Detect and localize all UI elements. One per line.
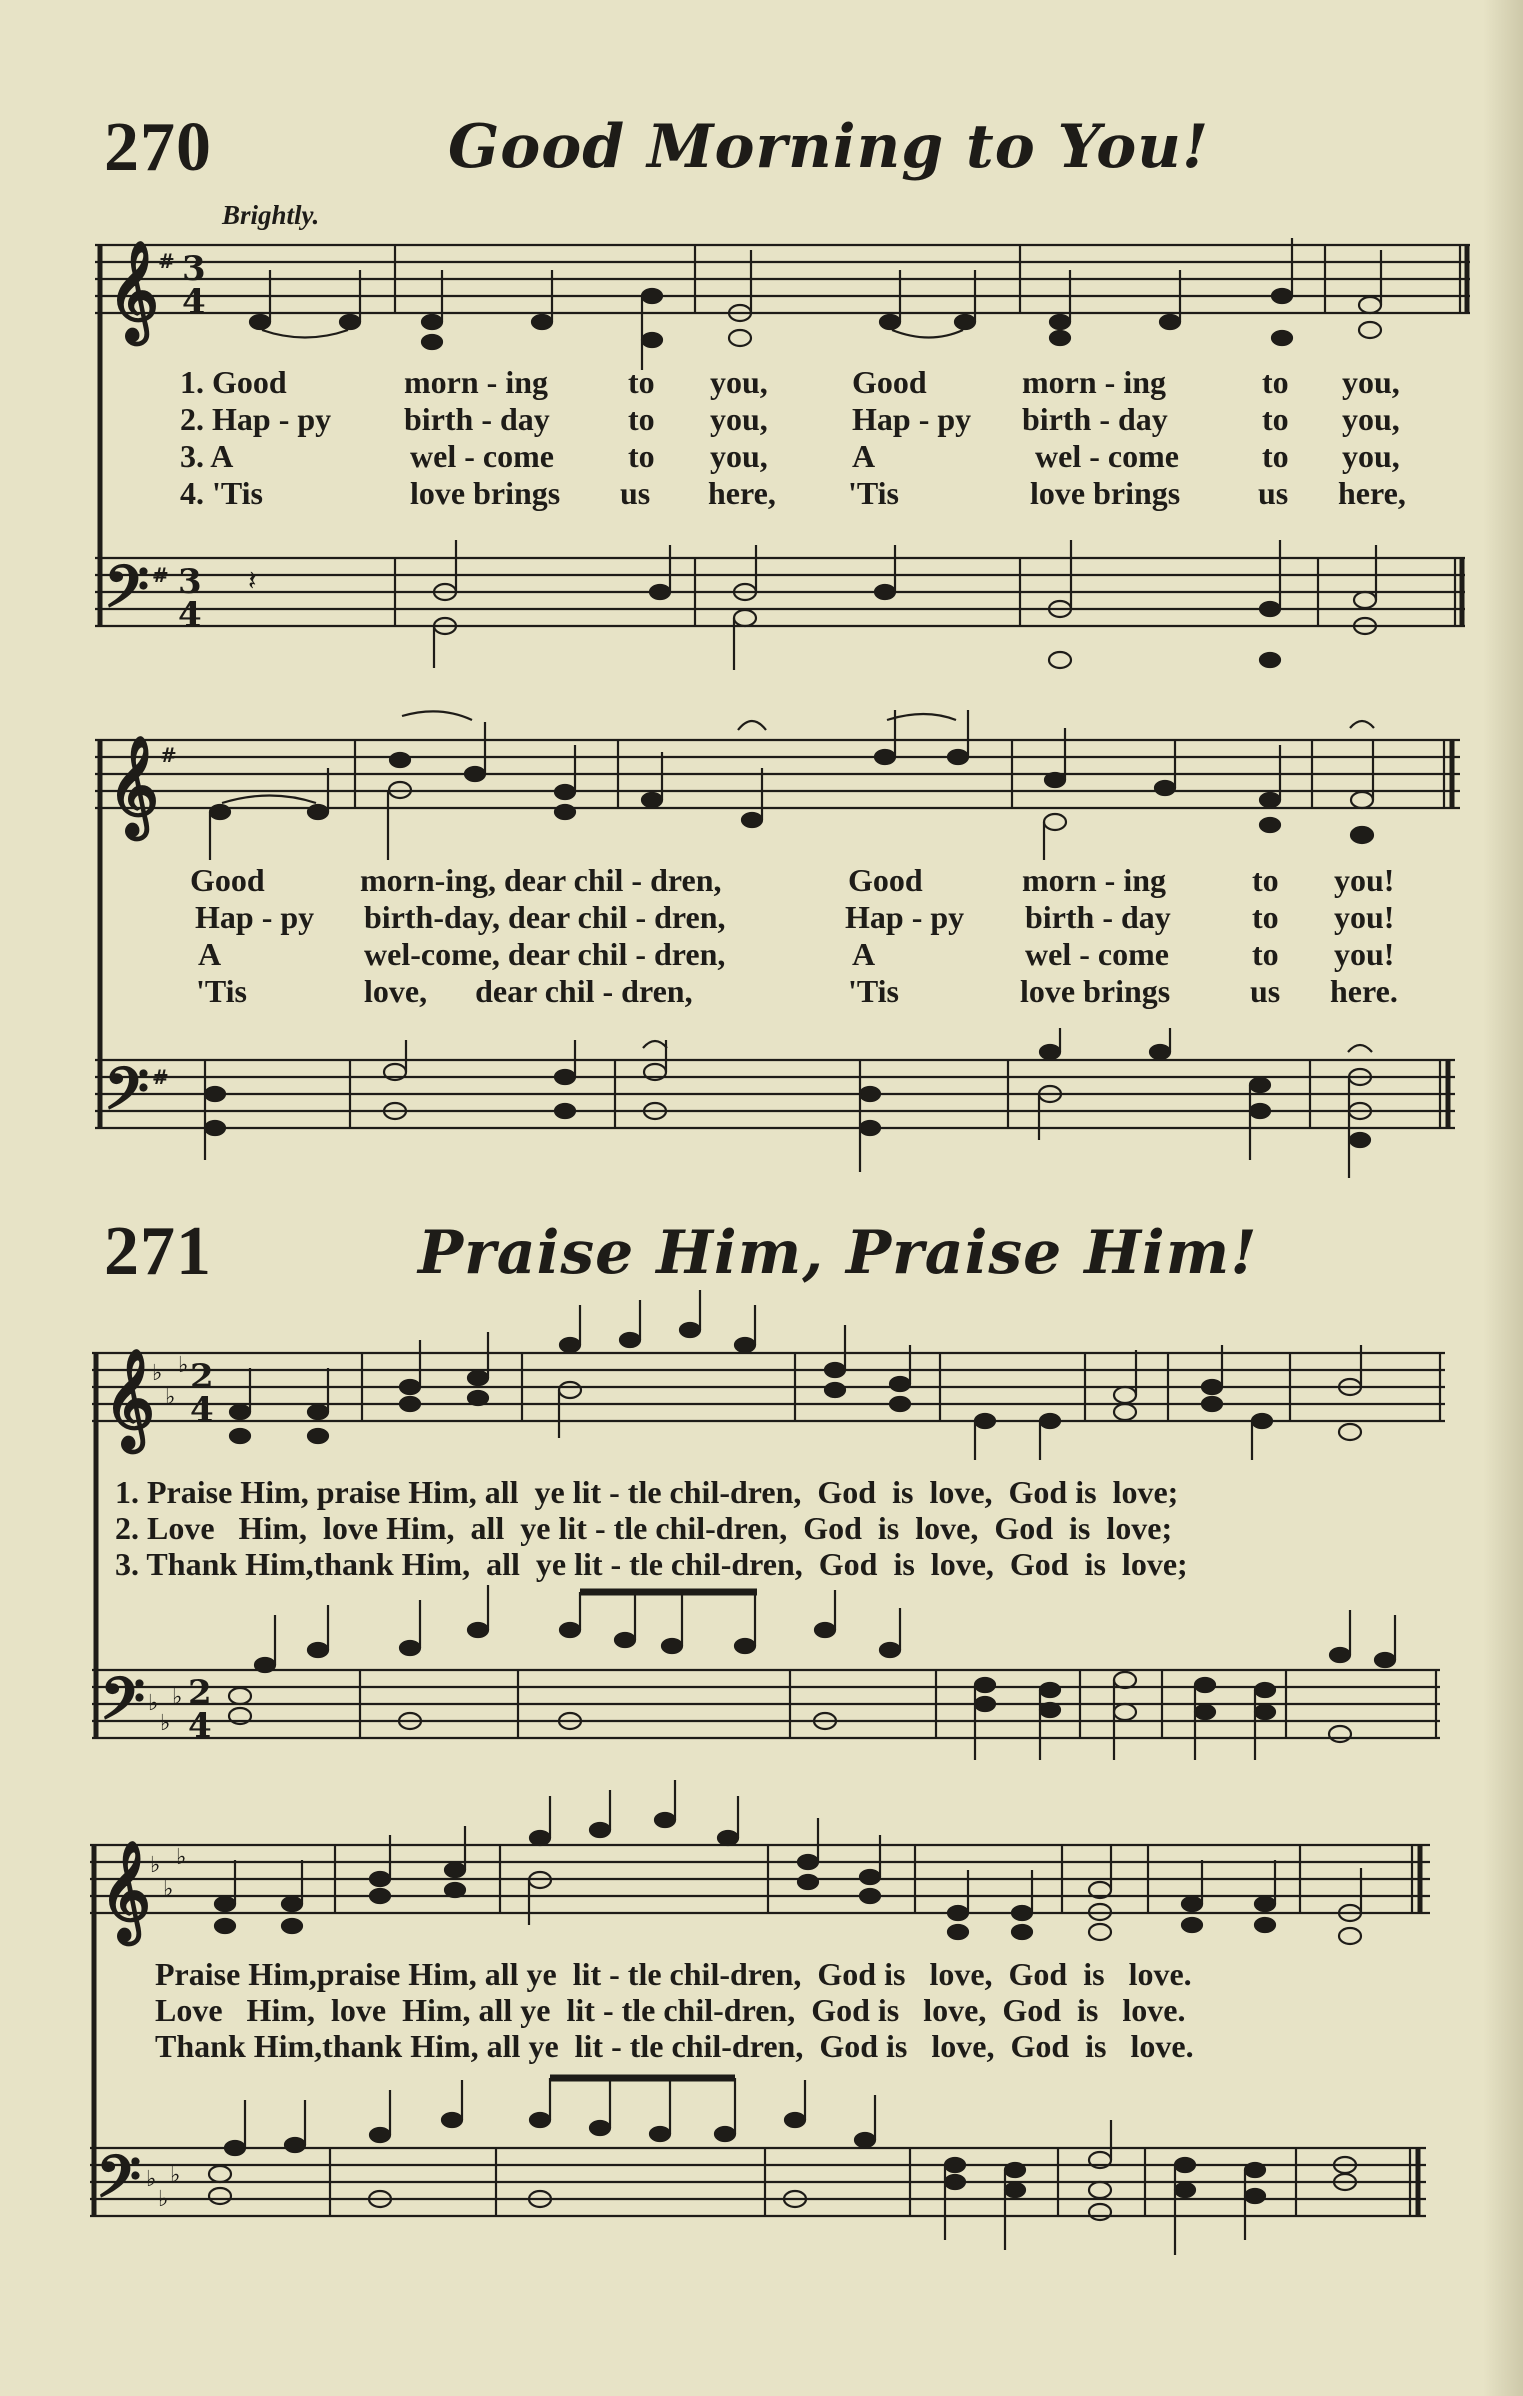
svg-text:3: 3 bbox=[178, 562, 202, 602]
lyric-verse-4-word-4: here, bbox=[708, 475, 776, 511]
lyric-verse-3-word-6: wel - come bbox=[1035, 438, 1179, 474]
lyric-verse-4-word-1: 'Tis bbox=[196, 973, 247, 1009]
svg-text:♭: ♭ bbox=[170, 2162, 181, 2188]
svg-text:#: # bbox=[158, 249, 175, 273]
svg-text:4: 4 bbox=[188, 1706, 212, 1746]
lyric-verse-1-line: 1. Praise Him, praise Him, all ye lit - tle chil-dren, God is love, God is love; bbox=[115, 1474, 1179, 1510]
lyric-verse-4-word-5: us bbox=[1250, 973, 1281, 1009]
lyric-verse-4-word-7: us bbox=[1258, 475, 1289, 511]
svg-text:♭: ♭ bbox=[178, 1352, 189, 1378]
lyric-verse-3-word-2: wel - come bbox=[410, 438, 554, 474]
hymn-title-271: Praise Him, Praise Him! bbox=[418, 1218, 1258, 1288]
lyric-verse-2-line: 2. Love Him, love Him, all ye lit - tle chil-dren, God is love, God is love; bbox=[115, 1510, 1173, 1546]
lyric-verse-2-word-6: birth - day bbox=[1022, 401, 1168, 437]
lyric-verse-4-word-3: 'Tis bbox=[848, 973, 899, 1009]
hymn-title-270: Good Morning to You! bbox=[448, 112, 1210, 182]
svg-text:𝄞: 𝄞 bbox=[100, 1840, 151, 1941]
lyric-verse-2-word-6: you! bbox=[1334, 899, 1395, 935]
svg-text:♭: ♭ bbox=[172, 1684, 183, 1710]
lyric-verse-1-word-2: morn-ing, dear chil - dren, bbox=[360, 862, 722, 898]
lyric-verse-2-word-1: Hap - py bbox=[195, 899, 315, 935]
lyric-verse-1-word-5: Good bbox=[852, 364, 927, 400]
tempo-marking: Brightly. bbox=[222, 200, 320, 230]
svg-text:4: 4 bbox=[190, 1390, 214, 1430]
lyric-verse-3-word-7: to bbox=[1262, 438, 1289, 474]
lyric-verse-1-word-2: morn - ing bbox=[404, 364, 548, 400]
lyric-verse-4-word-4: love brings bbox=[1020, 973, 1171, 1009]
lyric-verse-1-word-5: to bbox=[1252, 862, 1279, 898]
svg-text:𝄢: 𝄢 bbox=[96, 2142, 142, 2225]
svg-text:𝄞: 𝄞 bbox=[104, 1348, 155, 1449]
lyric-verse-4-word-1: 4. 'Tis bbox=[180, 475, 263, 511]
lyric-verse-2-word-2: birth-day, dear chil - dren, bbox=[364, 899, 726, 935]
svg-text:#: # bbox=[152, 563, 169, 587]
lyric-verse-2-word-4: birth - day bbox=[1025, 899, 1171, 935]
svg-text:♭: ♭ bbox=[163, 1876, 174, 1902]
lyric-verse-1-word-8: you, bbox=[1342, 364, 1400, 400]
lyric-verse-4-word-6: love brings bbox=[1030, 475, 1181, 511]
lyric-verse-4-word-2: love brings bbox=[410, 475, 561, 511]
hymn-number-270: 270 bbox=[104, 109, 212, 186]
lyric-verse-3-word-1: A bbox=[198, 936, 222, 972]
svg-text:#: # bbox=[160, 743, 177, 767]
lyric-verse-3-word-4: you, bbox=[710, 438, 768, 474]
lyric-verse-4-word-2: love, dear chil - dren, bbox=[364, 973, 693, 1009]
svg-text:𝄢: 𝄢 bbox=[104, 1054, 150, 1137]
lyric-verse-4-word-5: 'Tis bbox=[848, 475, 899, 511]
lyric-verse-3-word-1: 3. A bbox=[180, 438, 234, 474]
svg-text:𝄽: 𝄽 bbox=[248, 564, 257, 597]
lyric-verse-1-word-4: you, bbox=[710, 364, 768, 400]
lyric-verse-1-word-4: morn - ing bbox=[1022, 862, 1166, 898]
lyric-verse-1-word-1: 1. Good bbox=[180, 364, 287, 400]
lyric-verse-1-word-1: Good bbox=[190, 862, 265, 898]
lyric-verse-3-word-2: wel-come, dear chil - dren, bbox=[364, 936, 726, 972]
svg-text:2: 2 bbox=[190, 1357, 214, 1397]
lyric-verse-2-word-8: you, bbox=[1342, 401, 1400, 437]
lyric-verse-1-line: Praise Him,praise Him, all ye lit - tle chil-dren, God is love, God is love. bbox=[155, 1956, 1192, 1992]
lyric-verse-3-word-3: to bbox=[628, 438, 655, 474]
lyric-verse-2-word-3: Hap - py bbox=[845, 899, 965, 935]
lyric-verse-1-word-6: morn - ing bbox=[1022, 364, 1166, 400]
lyric-verse-2-word-3: to bbox=[628, 401, 655, 437]
svg-text:♭: ♭ bbox=[158, 2186, 169, 2212]
lyric-verse-3-word-3: A bbox=[852, 936, 876, 972]
lyric-verse-1-word-7: to bbox=[1262, 364, 1289, 400]
lyric-verse-2-line: Love Him, love Him, all ye lit - tle chil-dren, God is love, God is love. bbox=[155, 1992, 1186, 2028]
svg-text:4: 4 bbox=[182, 282, 206, 322]
svg-text:♭: ♭ bbox=[148, 1690, 159, 1716]
svg-text:𝄢: 𝄢 bbox=[104, 552, 150, 635]
svg-text:♭: ♭ bbox=[150, 1852, 161, 1878]
lyric-verse-2-word-2: birth - day bbox=[404, 401, 550, 437]
svg-text:#: # bbox=[152, 1065, 169, 1089]
lyric-verse-4-word-3: us bbox=[620, 475, 651, 511]
svg-text:3: 3 bbox=[182, 249, 206, 289]
lyric-verse-3-word-8: you, bbox=[1342, 438, 1400, 474]
svg-text:♭: ♭ bbox=[165, 1384, 176, 1410]
lyric-verse-3-word-5: to bbox=[1252, 936, 1279, 972]
svg-text:𝄞: 𝄞 bbox=[108, 240, 159, 341]
lyric-verse-3-word-4: wel - come bbox=[1025, 936, 1169, 972]
lyric-verse-3-word-6: you! bbox=[1334, 936, 1395, 972]
lyric-verse-1-word-3: Good bbox=[848, 862, 923, 898]
lyric-verse-2-word-4: you, bbox=[710, 401, 768, 437]
svg-text:♭: ♭ bbox=[176, 1844, 187, 1870]
lyric-verse-1-word-6: you! bbox=[1334, 862, 1395, 898]
hymn-number-271: 271 bbox=[104, 1213, 212, 1290]
svg-text:♭: ♭ bbox=[146, 2166, 157, 2192]
svg-text:♭: ♭ bbox=[152, 1360, 163, 1386]
svg-text:♭: ♭ bbox=[160, 1710, 171, 1736]
svg-text:𝄢: 𝄢 bbox=[100, 1664, 146, 1747]
lyric-verse-4-word-8: here, bbox=[1338, 475, 1406, 511]
lyric-verse-2-word-7: to bbox=[1262, 401, 1289, 437]
svg-text:2: 2 bbox=[188, 1673, 212, 1713]
svg-text:4: 4 bbox=[178, 595, 202, 635]
svg-text:𝄞: 𝄞 bbox=[108, 735, 159, 836]
lyric-verse-1-word-3: to bbox=[628, 364, 655, 400]
lyric-verse-2-word-5: to bbox=[1252, 899, 1279, 935]
lyric-verse-3-word-5: A bbox=[852, 438, 876, 474]
lyric-verse-3-line: Thank Him,thank Him, all ye lit - tle chil-dren, God is love, God is love. bbox=[155, 2028, 1194, 2064]
lyric-verse-2-word-5: Hap - py bbox=[852, 401, 972, 437]
lyric-verse-3-line: 3. Thank Him,thank Him, all ye lit - tle chil-dren, God is love, God is love; bbox=[115, 1546, 1188, 1582]
lyric-verse-2-word-1: 2. Hap - py bbox=[180, 401, 332, 437]
lyric-verse-4-word-6: here. bbox=[1330, 973, 1398, 1009]
